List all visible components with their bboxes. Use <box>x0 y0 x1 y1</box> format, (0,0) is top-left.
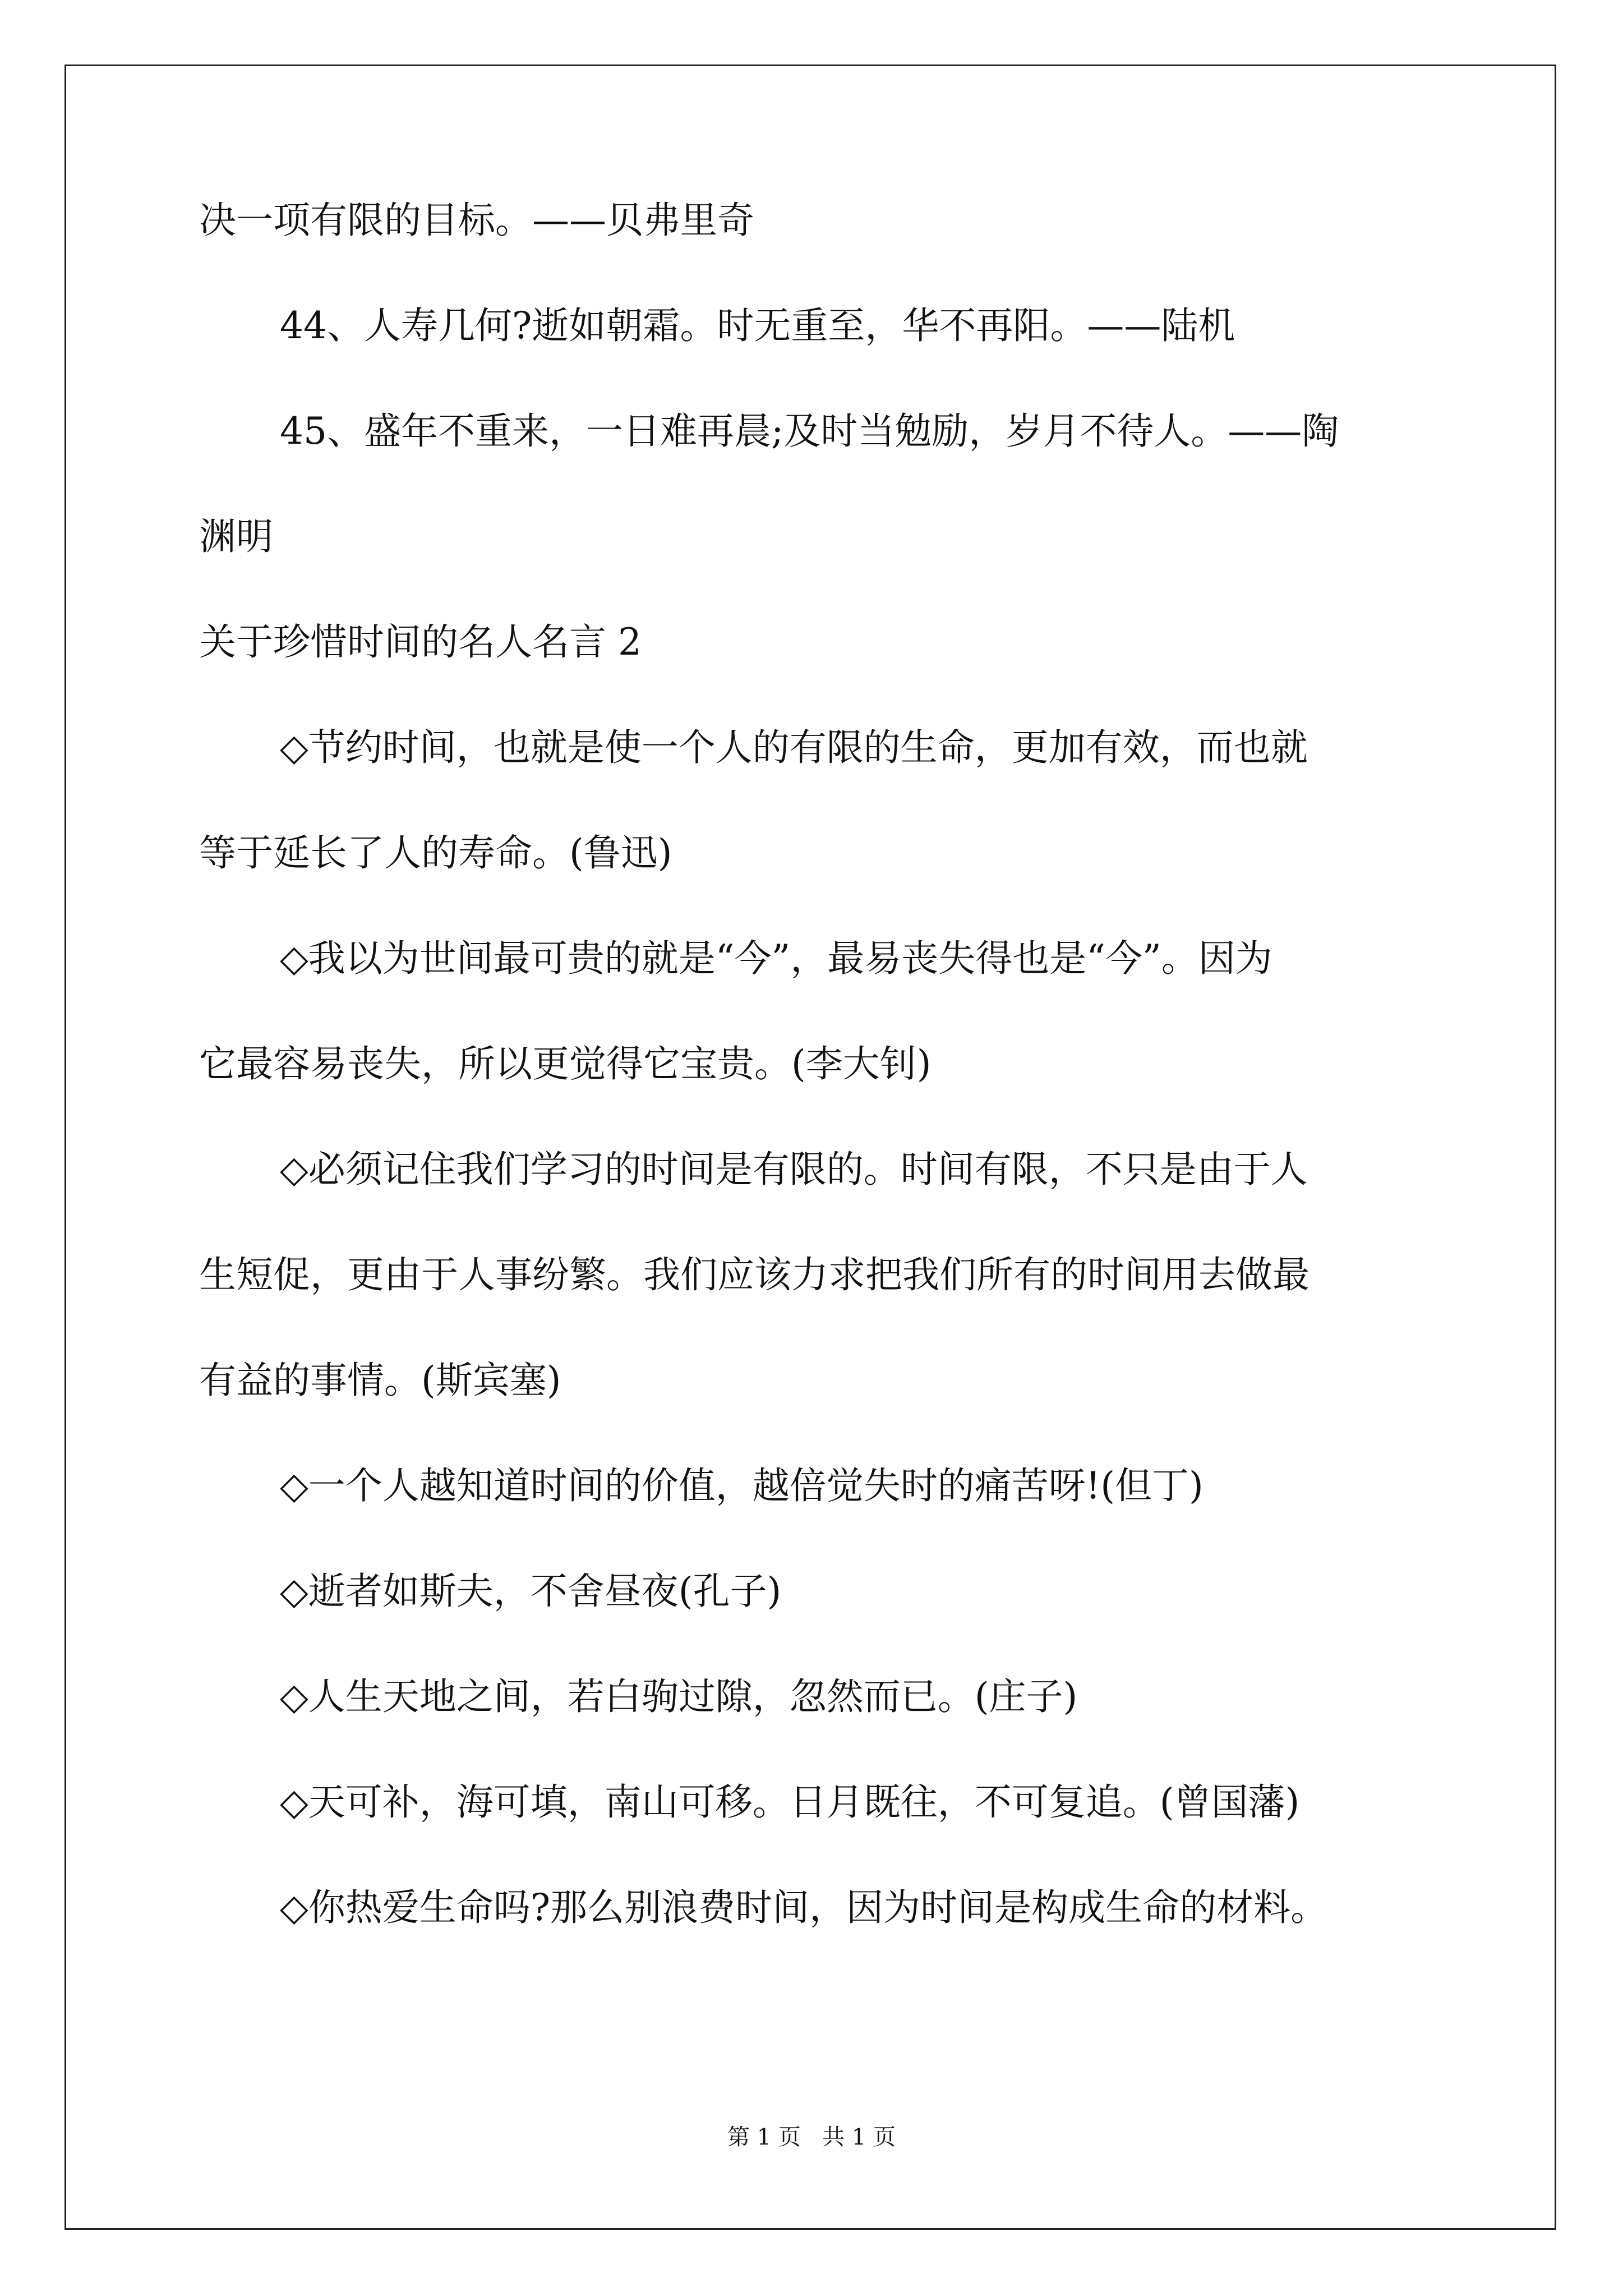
section-heading: 关于珍惜时间的名人名言 2 <box>199 620 642 664</box>
text-line: 有益的事情。(斯宾塞) <box>199 1359 561 1402</box>
text-line: 44、人寿几何?逝如朝霜。时无重至，华不再阳。——陆机 <box>280 304 1235 347</box>
text-line: 渊明 <box>199 515 273 558</box>
text-line: 决一项有限的目标。——贝弗里奇 <box>199 199 754 242</box>
text-line: ◇你热爱生命吗?那么别浪费时间，因为时间是构成生命的材料。 <box>280 1886 1328 1929</box>
text-line: 45、盛年不重来，一日难再晨;及时当勉励，岁月不待人。——陶 <box>280 409 1339 453</box>
document-body <box>199 199 1461 1995</box>
text-line: ◇我以为世间最可贵的就是“今”，最易丧失得也是“今”。因为 <box>280 937 1272 980</box>
text-line: ◇必须记住我们学习的时间是有限的。时间有限，不只是由于人 <box>280 1148 1308 1191</box>
page-footer: 第 1 页 共 1 页 <box>727 2124 896 2150</box>
text-line: 等于延长了人的寿命。(鲁迅) <box>199 831 672 875</box>
text-line: ◇节约时间，也就是使一个人的有限的生命，更加有效，而也就 <box>280 726 1308 769</box>
text-line: 它最容易丧失，所以更觉得它宝贵。(李大钊) <box>199 1042 932 1085</box>
text-line: ◇人生天地之间，若白驹过隙，忽然而已。(庄子) <box>280 1675 1078 1718</box>
text-line: ◇逝者如斯夫，不舍昼夜(孔子) <box>280 1570 782 1613</box>
text-line: ◇天可补，海可填，南山可移。日月既往，不可复追。(曾国藩) <box>280 1780 1300 1824</box>
text-line: ◇一个人越知道时间的价值，越倍觉失时的痛苦呀!(但丁) <box>280 1464 1204 1507</box>
text-line: 生短促，更由于人事纷繁。我们应该力求把我们所有的时间用去做最 <box>199 1253 1310 1296</box>
